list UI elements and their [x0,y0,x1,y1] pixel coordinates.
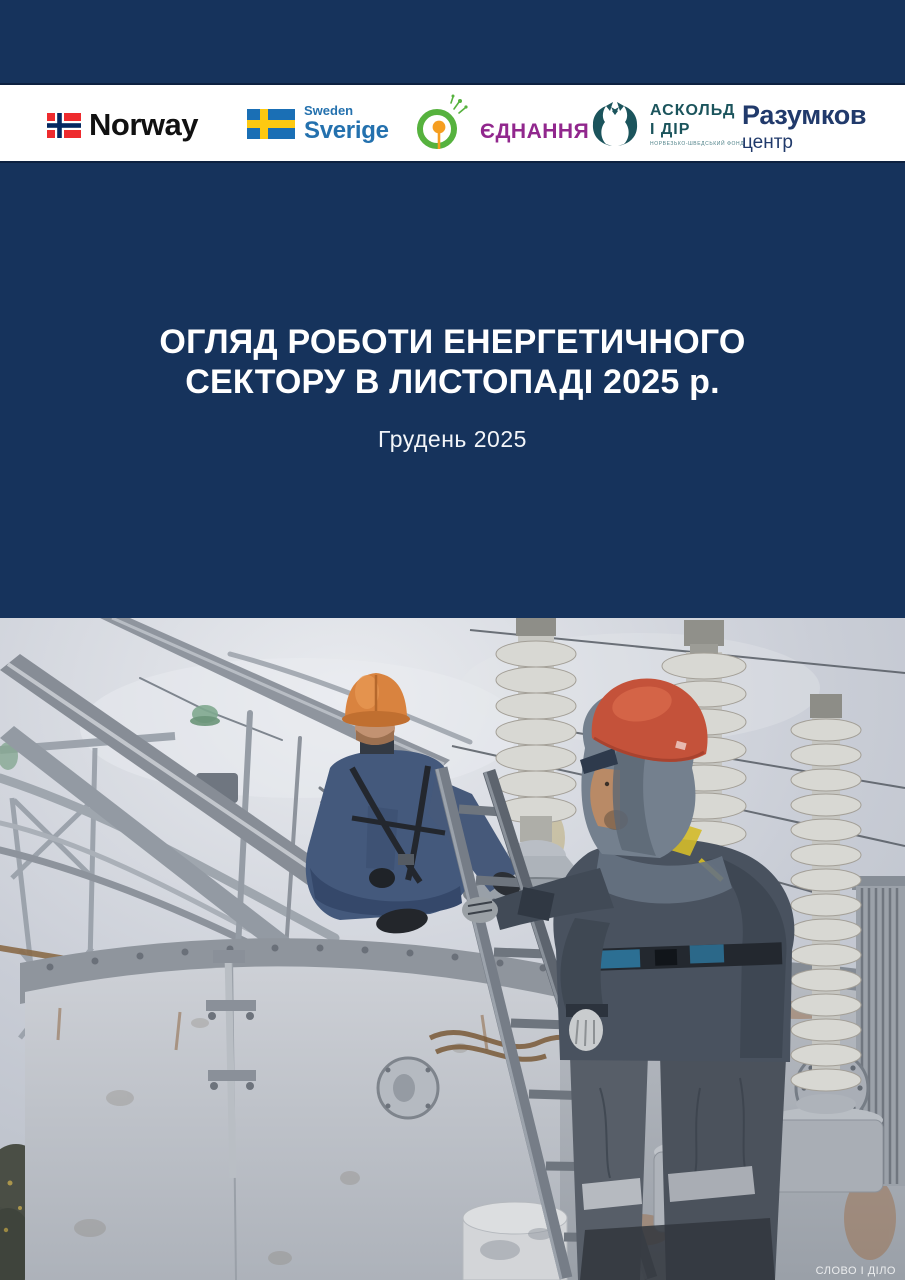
insulator-stack-c [791,694,861,1114]
cover-title-block [0,322,905,453]
photo-watermark: СЛОВО І ДІЛО [815,1265,896,1277]
logo-yednannia [412,93,589,153]
sweden-label-sv: Sverige [304,117,389,144]
yednannia-dandelion-icon [412,93,474,153]
norway-flag-icon [47,113,81,138]
top-band [0,0,905,85]
cover-subtitle: Грудень 2025 [378,426,527,452]
logo-bar [0,85,905,163]
askold-griffins-icon [588,102,642,148]
razumkov-label-line2: центр [742,132,793,153]
yednannia-label: ЄДНАННЯ [480,120,590,143]
logo-sweden [247,104,389,143]
askold-label-line1: АСКОЛЬД [650,102,736,119]
logo-razumkov [742,102,866,152]
razumkov-label-line1: Разумков [742,100,867,130]
cover-title-line2: СЕКТОРУ В ЛИСТОПАДІ 2025 р. [185,363,720,401]
logo-askold [588,102,744,148]
cover-title-line1: ОГЛЯД РОБОТИ ЕНЕРГЕТИЧНОГО [159,323,746,361]
askold-tagline: НОРВЕЗЬКО-ШВЕДСЬКИЙ ФОНД [650,141,745,147]
sweden-label-en: Sweden [304,103,354,118]
sweden-flag-icon [247,109,295,139]
norway-label: Norway [89,107,198,142]
cover-photo [0,618,905,1280]
logo-norway [47,107,198,143]
askold-label-line2: І ДІР [650,121,691,138]
